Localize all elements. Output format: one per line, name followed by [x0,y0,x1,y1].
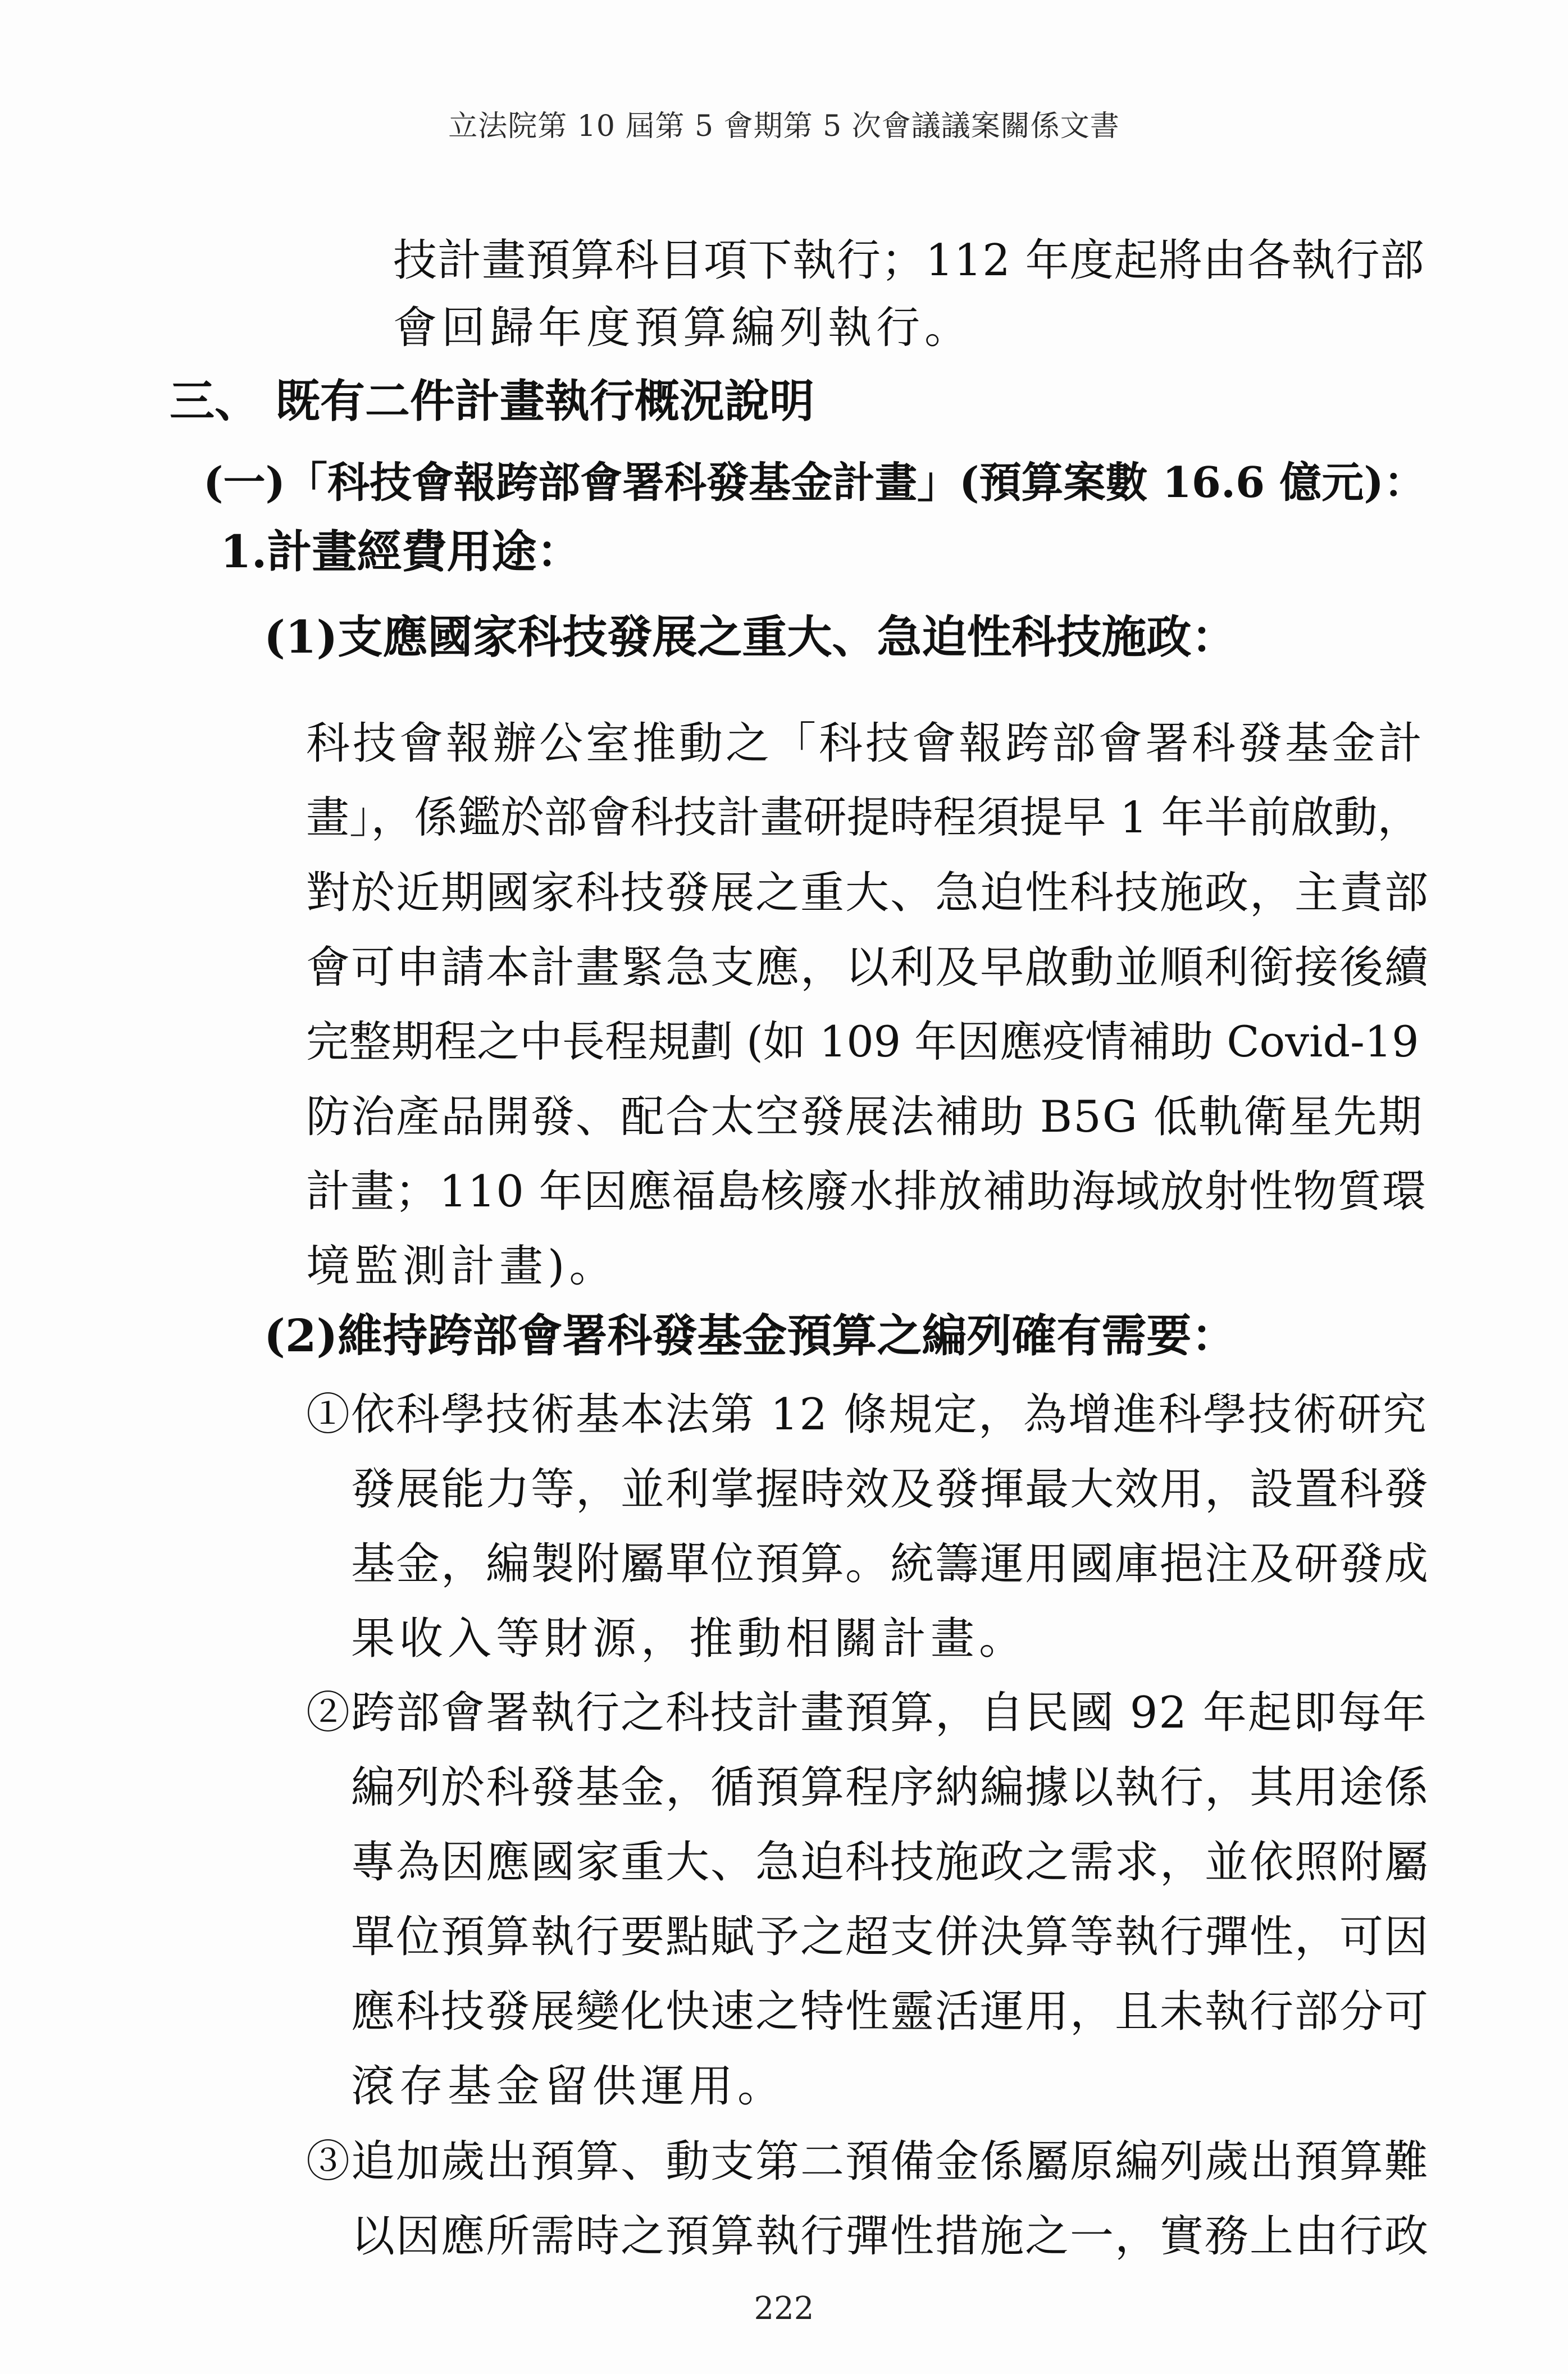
body-line: 單位預算執行要點賦予之超支併決算等執行彈性，可因 [351,1912,1430,1962]
body-line: 專為因應國家重大、急迫科技施政之需求，並依照附屬 [351,1837,1430,1888]
document-header: 立法院第 10 屆第 5 會期第 5 次會議議案關係文書 [448,110,1120,143]
body-line: 科技會報辦公室推動之「科技會報跨部會署科發基金計 [306,718,1425,769]
subitem-heading: (1)支應國家科技發展之重大、急迫性科技施政： [264,610,1237,663]
body-line: 防治產品開發、配合太空發展法補助 B5G 低軌衛星先期 [306,1092,1423,1142]
body-line: 編列於科發基金，循預算程序納編據以執行，其用途係 [351,1762,1430,1813]
body-line: 以因應所需時之預算執行彈性措施之一，實務上由行政 [351,2211,1430,2262]
body-line: 畫」，係鑑於部會科技計畫研提時程須提早 1 年半前啟動， [306,793,1421,843]
subitem-heading: (2)維持跨部會署科發基金預算之編列確有需要： [264,1309,1237,1362]
body-line: ③追加歲出預算、動支第二預備金係屬原編列歲出預算難 [306,2136,1430,2187]
body-line: 發展能力等，並利掌握時效及發揮最大效用，設置科發 [351,1464,1430,1515]
body-line: ②跨部會署執行之科技計畫預算，自民國 92 年起即每年 [306,1688,1428,1738]
body-line: 會回歸年度預算編列執行。 [393,303,973,353]
body-line: 應科技發展變化快速之特性靈活運用，且未執行部分可 [351,1986,1430,2037]
body-line: 對於近期國家科技發展之重大、急迫性科技施政，主責部 [306,868,1430,918]
page-number: 222 [754,2290,814,2327]
subsection-heading: (一)「科技會報跨部會署科發基金計畫」(預算案數 16.6 億元)： [203,458,1426,507]
body-line: 完整期程之中長程規劃 (如 109 年因應疫情補助 Covid-19 [306,1017,1419,1067]
section-heading: 三、 既有二件計畫執行概況說明 [170,375,814,427]
item-heading: 1.計畫經費用途： [220,525,582,578]
body-line: 果收入等財源，推動相關計畫。 [351,1614,1028,1664]
body-line: 境監測計畫)。 [306,1241,618,1292]
body-line: 計畫；110 年因應福島核廢水排放補助海域放射性物質環 [306,1167,1426,1217]
body-line: ①依科學技術基本法第 12 條規定，為增進科學技術研究 [306,1389,1428,1440]
body-line: 會可申請本計畫緊急支應，以利及早啟動並順利銜接後續 [306,942,1430,993]
body-line: 技計畫預算科目項下執行；112 年度起將由各執行部 [393,235,1425,286]
body-line: 滾存基金留供運用。 [351,2061,786,2112]
body-line: 基金，編製附屬單位預算。統籌運用國庫挹注及研發成 [351,1539,1430,1589]
